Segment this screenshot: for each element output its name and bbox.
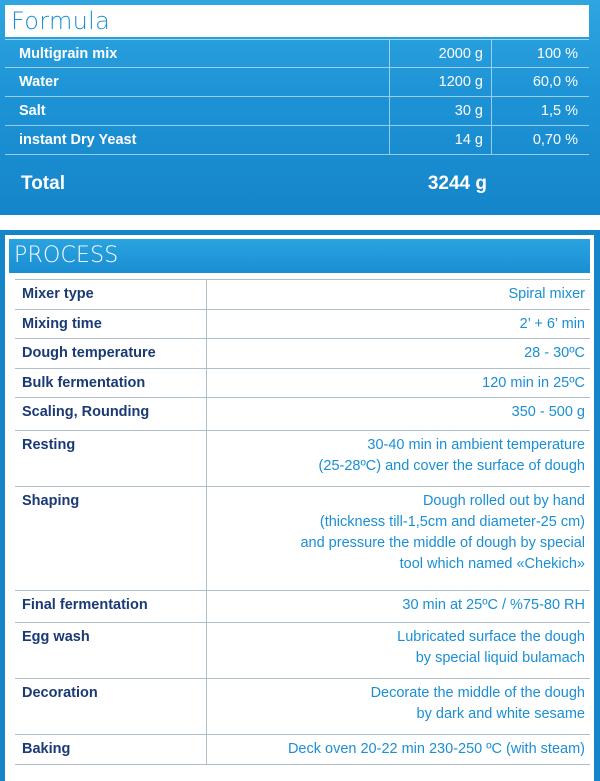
step-value: 28 - 30ºC	[524, 345, 585, 361]
step-value: Decorate the middle of the dough by dark and white sesame	[370, 685, 585, 722]
process-row	[15, 734, 590, 765]
formula-section	[0, 0, 600, 215]
step-label: Egg wash	[15, 623, 207, 678]
ingredient-percent: 60,0 %	[532, 74, 578, 90]
step-value: Deck oven 20-22 min 230-250 ºC (with steam)	[287, 741, 585, 757]
process-panel	[5, 235, 594, 781]
process-row	[15, 622, 590, 678]
process-title: PROCESS	[9, 239, 590, 273]
process-row	[15, 368, 590, 397]
ingredient-amount: 14 g	[390, 126, 492, 154]
ingredient-name: instant Dry Yeast	[5, 126, 390, 154]
step-label: Resting	[15, 431, 207, 486]
step-value: 30 min at 25ºC / %75-80 RH	[402, 597, 585, 613]
step-label: Mixing time	[15, 310, 207, 338]
process-row	[15, 279, 590, 309]
ingredient-name: Multigrain mix	[5, 40, 390, 67]
process-row	[15, 309, 590, 338]
step-value: Lubricated surface the dough by special liquid bulamach	[397, 629, 585, 666]
total-label: Total	[21, 173, 65, 194]
step-label: Baking	[15, 735, 207, 764]
formula-row	[5, 39, 589, 68]
ingredient-amount: 2000 g	[390, 40, 492, 67]
step-label: Decoration	[15, 679, 207, 734]
step-label: Mixer type	[15, 280, 207, 309]
formula-table	[5, 39, 589, 155]
ingredient-name: Water	[5, 68, 390, 96]
formula-row	[5, 126, 589, 155]
ingredient-percent: 0,70 %	[532, 132, 578, 148]
ingredient-name: Salt	[5, 97, 390, 125]
process-row	[15, 590, 590, 622]
step-value: 120 min in 25ºC	[482, 375, 585, 391]
process-row	[15, 430, 590, 486]
formula-title: Formula	[5, 5, 589, 37]
total-value: 3244 g	[427, 173, 487, 194]
ingredient-percent: 100 %	[536, 46, 578, 62]
step-label: Scaling, Rounding	[15, 398, 207, 430]
step-value: 2’ + 6’ min	[519, 316, 585, 332]
step-label: Dough temperature	[15, 339, 207, 368]
process-row	[15, 338, 590, 368]
step-value: 350 - 500 g	[511, 404, 585, 420]
ingredient-percent: 1,5 %	[540, 103, 578, 119]
step-value: Spiral mixer	[508, 286, 585, 302]
process-row	[15, 397, 590, 430]
process-row	[15, 486, 590, 590]
formula-row	[5, 97, 589, 126]
ingredient-amount: 1200 g	[390, 68, 492, 96]
step-label: Final fermentation	[15, 591, 207, 622]
step-value: 30-40 min in ambient temperature (25-28ºC) and cover the surface of dough	[318, 437, 585, 474]
process-row	[15, 678, 590, 734]
ingredient-amount: 30 g	[390, 97, 492, 125]
step-label: Bulk fermentation	[15, 369, 207, 397]
formula-total	[5, 168, 589, 200]
formula-row	[5, 68, 589, 97]
process-section	[0, 230, 600, 781]
step-label: Shaping	[15, 487, 207, 590]
step-value: Dough rolled out by hand (thickness till-1,5cm and diameter-25 cm) and pressure the middle of dough by special tool which named «Chekich»	[300, 493, 585, 572]
process-table	[15, 279, 590, 765]
